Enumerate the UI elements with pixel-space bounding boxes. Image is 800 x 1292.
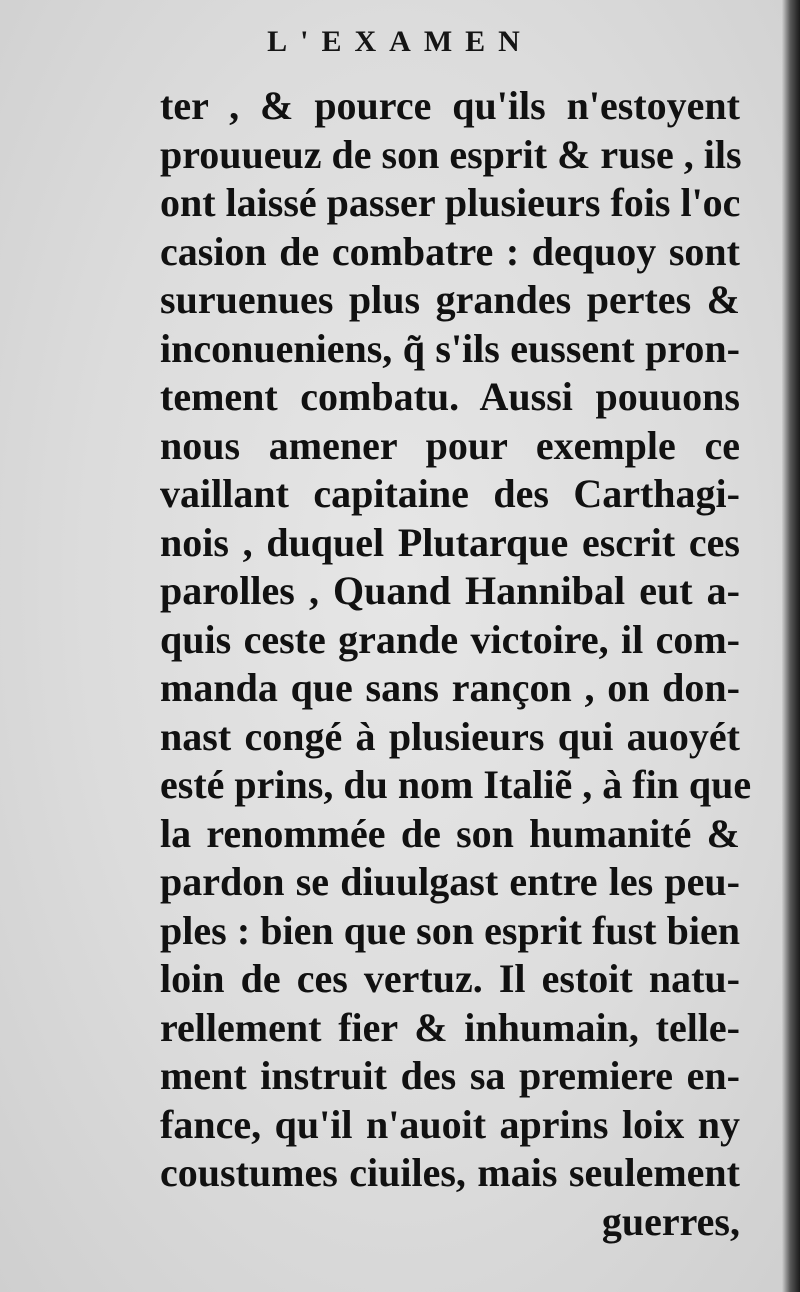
- text-line: rellement fier & inhumain, telle-: [160, 1004, 740, 1050]
- text-line: coustumes ciuiles, mais seulement: [160, 1150, 740, 1195]
- text-line: nast congé à plusieurs qui auoyét: [160, 713, 740, 759]
- text-line: esté prins, du nom Italiẽ , à fin que: [160, 762, 752, 807]
- text-line: ples : bien que son esprit fust bien: [160, 907, 740, 953]
- text-line: la renommée de son humanité &: [160, 810, 740, 856]
- text-line: parolles , Quand Hannibal eut a-: [160, 568, 740, 613]
- text-line: fance, qu'il n'auoit aprins loix ny: [160, 1101, 740, 1147]
- text-line: pardon se diuulgast entre les peu-: [160, 859, 740, 904]
- text-line: suruenues plus grandes pertes &: [160, 277, 740, 322]
- text-line: prouueuz de son esprit & ruse , ils: [160, 131, 742, 177]
- text-line: ont laissé passer plusieurs fois l'oc: [160, 180, 741, 225]
- text-line: casion de combatre : dequoy sont: [160, 228, 740, 274]
- page-edge-shadow: [782, 0, 800, 1292]
- catchword: guerres,: [601, 1198, 740, 1244]
- running-header: L'EXAMEN: [267, 25, 533, 58]
- text-line: ment instruit des sa premiere en-: [160, 1053, 740, 1098]
- text-line: manda que sans rançon , on don-: [160, 665, 740, 710]
- text-line: nous amener pour exemple ce: [160, 422, 740, 468]
- text-line: vaillant capitaine des Carthagi-: [160, 471, 740, 516]
- text-line: loin de ces vertuz. Il estoit natu-: [160, 956, 740, 1001]
- body-text: [160, 82, 752, 1246]
- text-line: tement combatu. Aussi pouuons: [160, 374, 740, 419]
- text-line: nois , duquel Plutarque escrit ces: [160, 519, 740, 565]
- text-line: inconueniens, q̃ s'ils eussent pron-: [160, 325, 740, 371]
- text-line: quis ceste grande victoire, il com-: [160, 616, 740, 662]
- text-line: ter , & pource qu'ils n'estoyent: [160, 83, 740, 128]
